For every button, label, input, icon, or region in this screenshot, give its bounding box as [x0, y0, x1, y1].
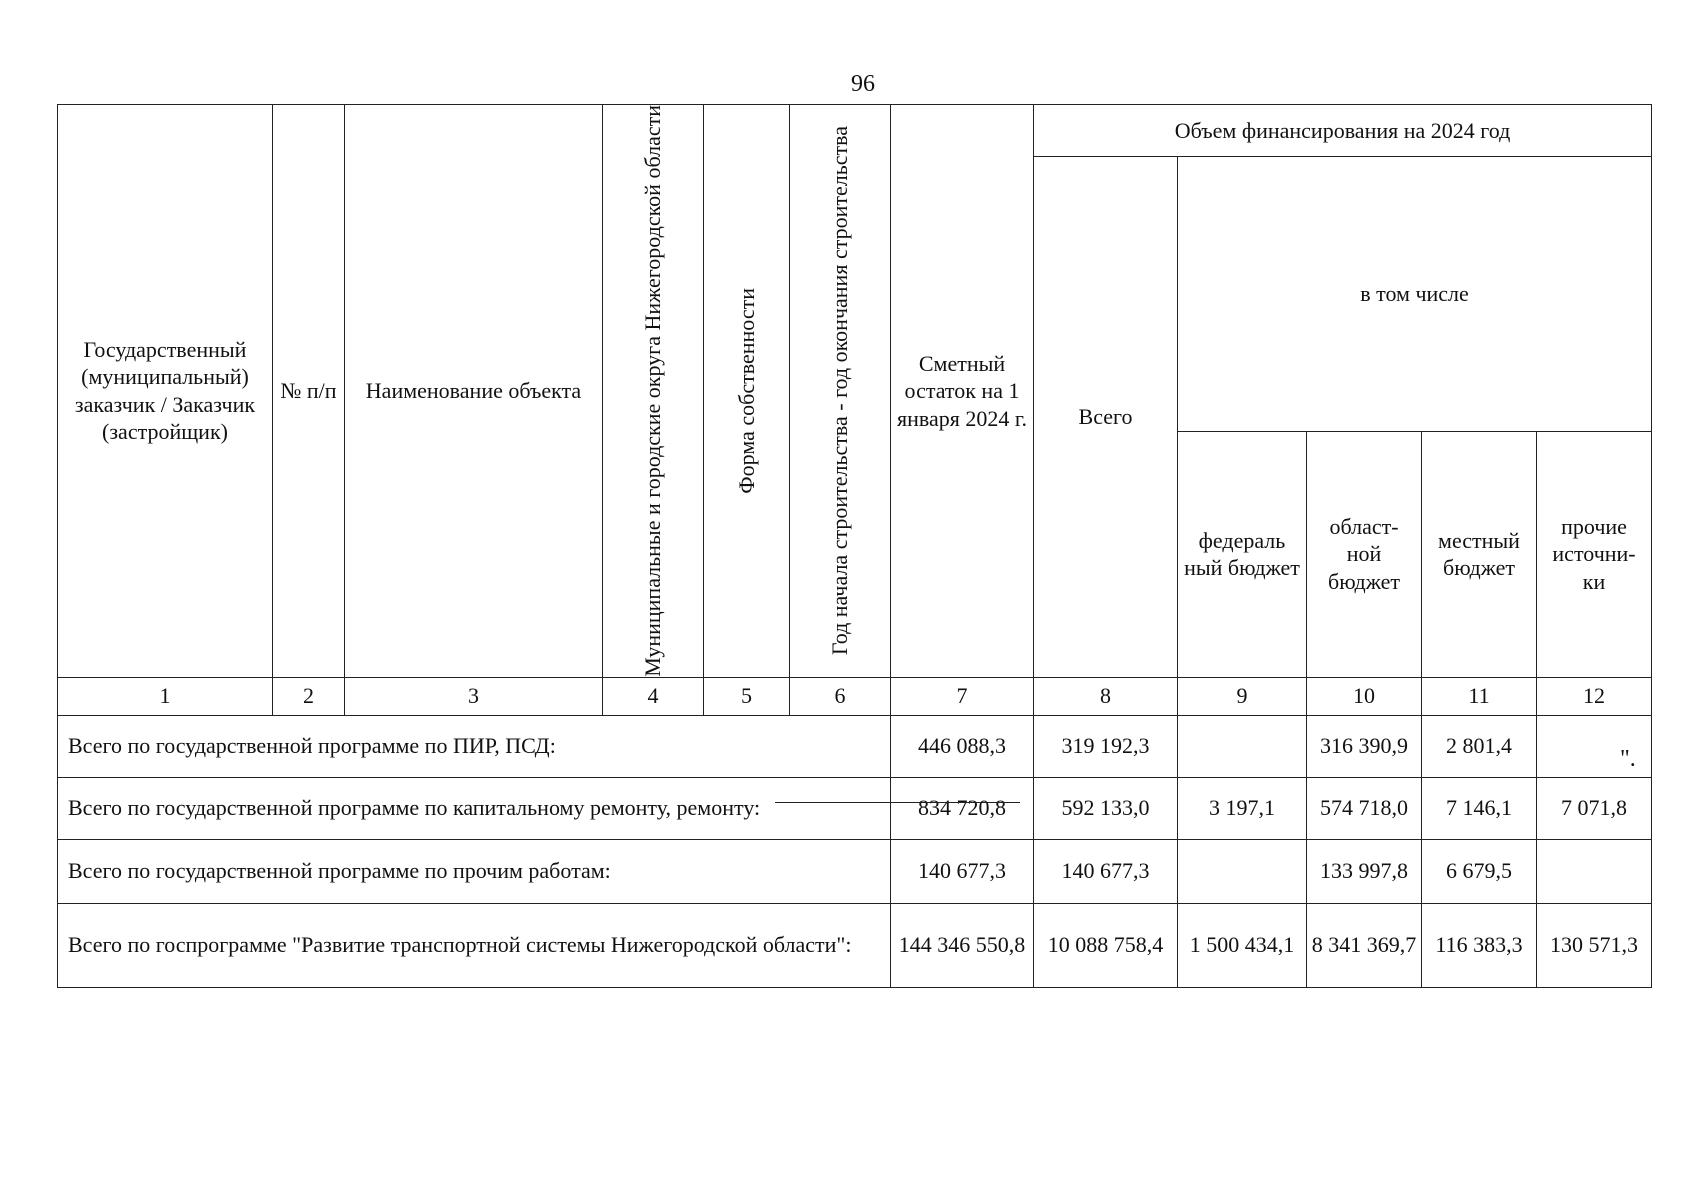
- cell-federal: 3 197,1: [1178, 777, 1307, 839]
- header-regional: област- ной бюджет: [1307, 431, 1422, 677]
- column-number: 3: [345, 677, 603, 715]
- table-row: [58, 903, 1652, 987]
- column-number-row: [58, 677, 1652, 715]
- cell-regional: 133 997,8: [1307, 839, 1422, 903]
- column-number: 8: [1034, 677, 1178, 715]
- header-other: прочие источни- ки: [1537, 431, 1652, 677]
- cell-estimate: 446 088,3: [891, 715, 1034, 777]
- header-ownership-text: Форма собственности: [733, 287, 759, 494]
- header-districts: [603, 105, 704, 678]
- header-districts-text: Муниципальные и городские округа Нижегородской области: [640, 105, 666, 677]
- row-label: Всего по государственной программе по капитальному ремонту, ремонту:: [58, 777, 891, 839]
- closing-quote: ".: [1620, 746, 1636, 772]
- header-ownership: [704, 105, 790, 678]
- cell-estimate: 834 720,8: [891, 777, 1034, 839]
- column-number: 4: [603, 677, 704, 715]
- header-federal: федераль ный бюджет: [1178, 431, 1307, 677]
- header-years-text: Год начала строительства - год окончания строительства: [827, 126, 853, 656]
- cell-local: 2 801,4: [1422, 715, 1537, 777]
- header-local: местный бюджет: [1422, 431, 1537, 677]
- page-number: 96: [851, 71, 875, 97]
- column-number: 9: [1178, 677, 1307, 715]
- cell-federal: 1 500 434,1: [1178, 903, 1307, 987]
- header-total: Всего: [1034, 157, 1178, 678]
- header-including: в том числе: [1178, 157, 1652, 432]
- header-row-top: [58, 105, 1652, 157]
- cell-other: 130 571,3: [1537, 903, 1652, 987]
- financing-table: [57, 104, 1652, 988]
- cell-estimate: 140 677,3: [891, 839, 1034, 903]
- table-row: [58, 839, 1652, 903]
- cell-total: 592 133,0: [1034, 777, 1178, 839]
- row-label: Всего по государственной программе по ПИР, ПСД:: [58, 715, 891, 777]
- cell-other: 7 071,8: [1537, 777, 1652, 839]
- cell-local: 6 679,5: [1422, 839, 1537, 903]
- column-number: 2: [273, 677, 345, 715]
- column-number: 10: [1307, 677, 1422, 715]
- column-number: 1: [58, 677, 273, 715]
- header-estimate-balance: Сметный остаток на 1 января 2024 г.: [891, 105, 1034, 678]
- row-label: Всего по госпрограмме "Развитие транспортной системы Нижегородской области":: [58, 903, 891, 987]
- cell-total: 140 677,3: [1034, 839, 1178, 903]
- column-number: 12: [1537, 677, 1652, 715]
- cell-estimate: 144 346 550,8: [891, 903, 1034, 987]
- row-label: Всего по государственной программе по прочим работам:: [58, 839, 891, 903]
- cell-federal: [1178, 715, 1307, 777]
- header-number: № п/п: [273, 105, 345, 678]
- column-number: 5: [704, 677, 790, 715]
- cell-regional: 8 341 369,7: [1307, 903, 1422, 987]
- column-number: 7: [891, 677, 1034, 715]
- cell-local: 7 146,1: [1422, 777, 1537, 839]
- table-row: [58, 715, 1652, 777]
- header-financing-title: Объем финансирования на 2024 год: [1034, 105, 1652, 157]
- column-number: 6: [790, 677, 891, 715]
- header-customer: Государственный (муниципальный) заказчик / Заказчик (застройщик): [58, 105, 273, 678]
- cell-regional: 316 390,9: [1307, 715, 1422, 777]
- header-years: [790, 105, 891, 678]
- cell-total: 319 192,3: [1034, 715, 1178, 777]
- table-row: [58, 777, 1652, 839]
- cell-local: 116 383,3: [1422, 903, 1537, 987]
- cell-federal: [1178, 839, 1307, 903]
- header-object-name: Наименование объекта: [345, 105, 603, 678]
- cell-regional: 574 718,0: [1307, 777, 1422, 839]
- cell-other: [1537, 839, 1652, 903]
- cell-total: 10 088 758,4: [1034, 903, 1178, 987]
- separator-line: [775, 802, 1020, 803]
- column-number: 11: [1422, 677, 1537, 715]
